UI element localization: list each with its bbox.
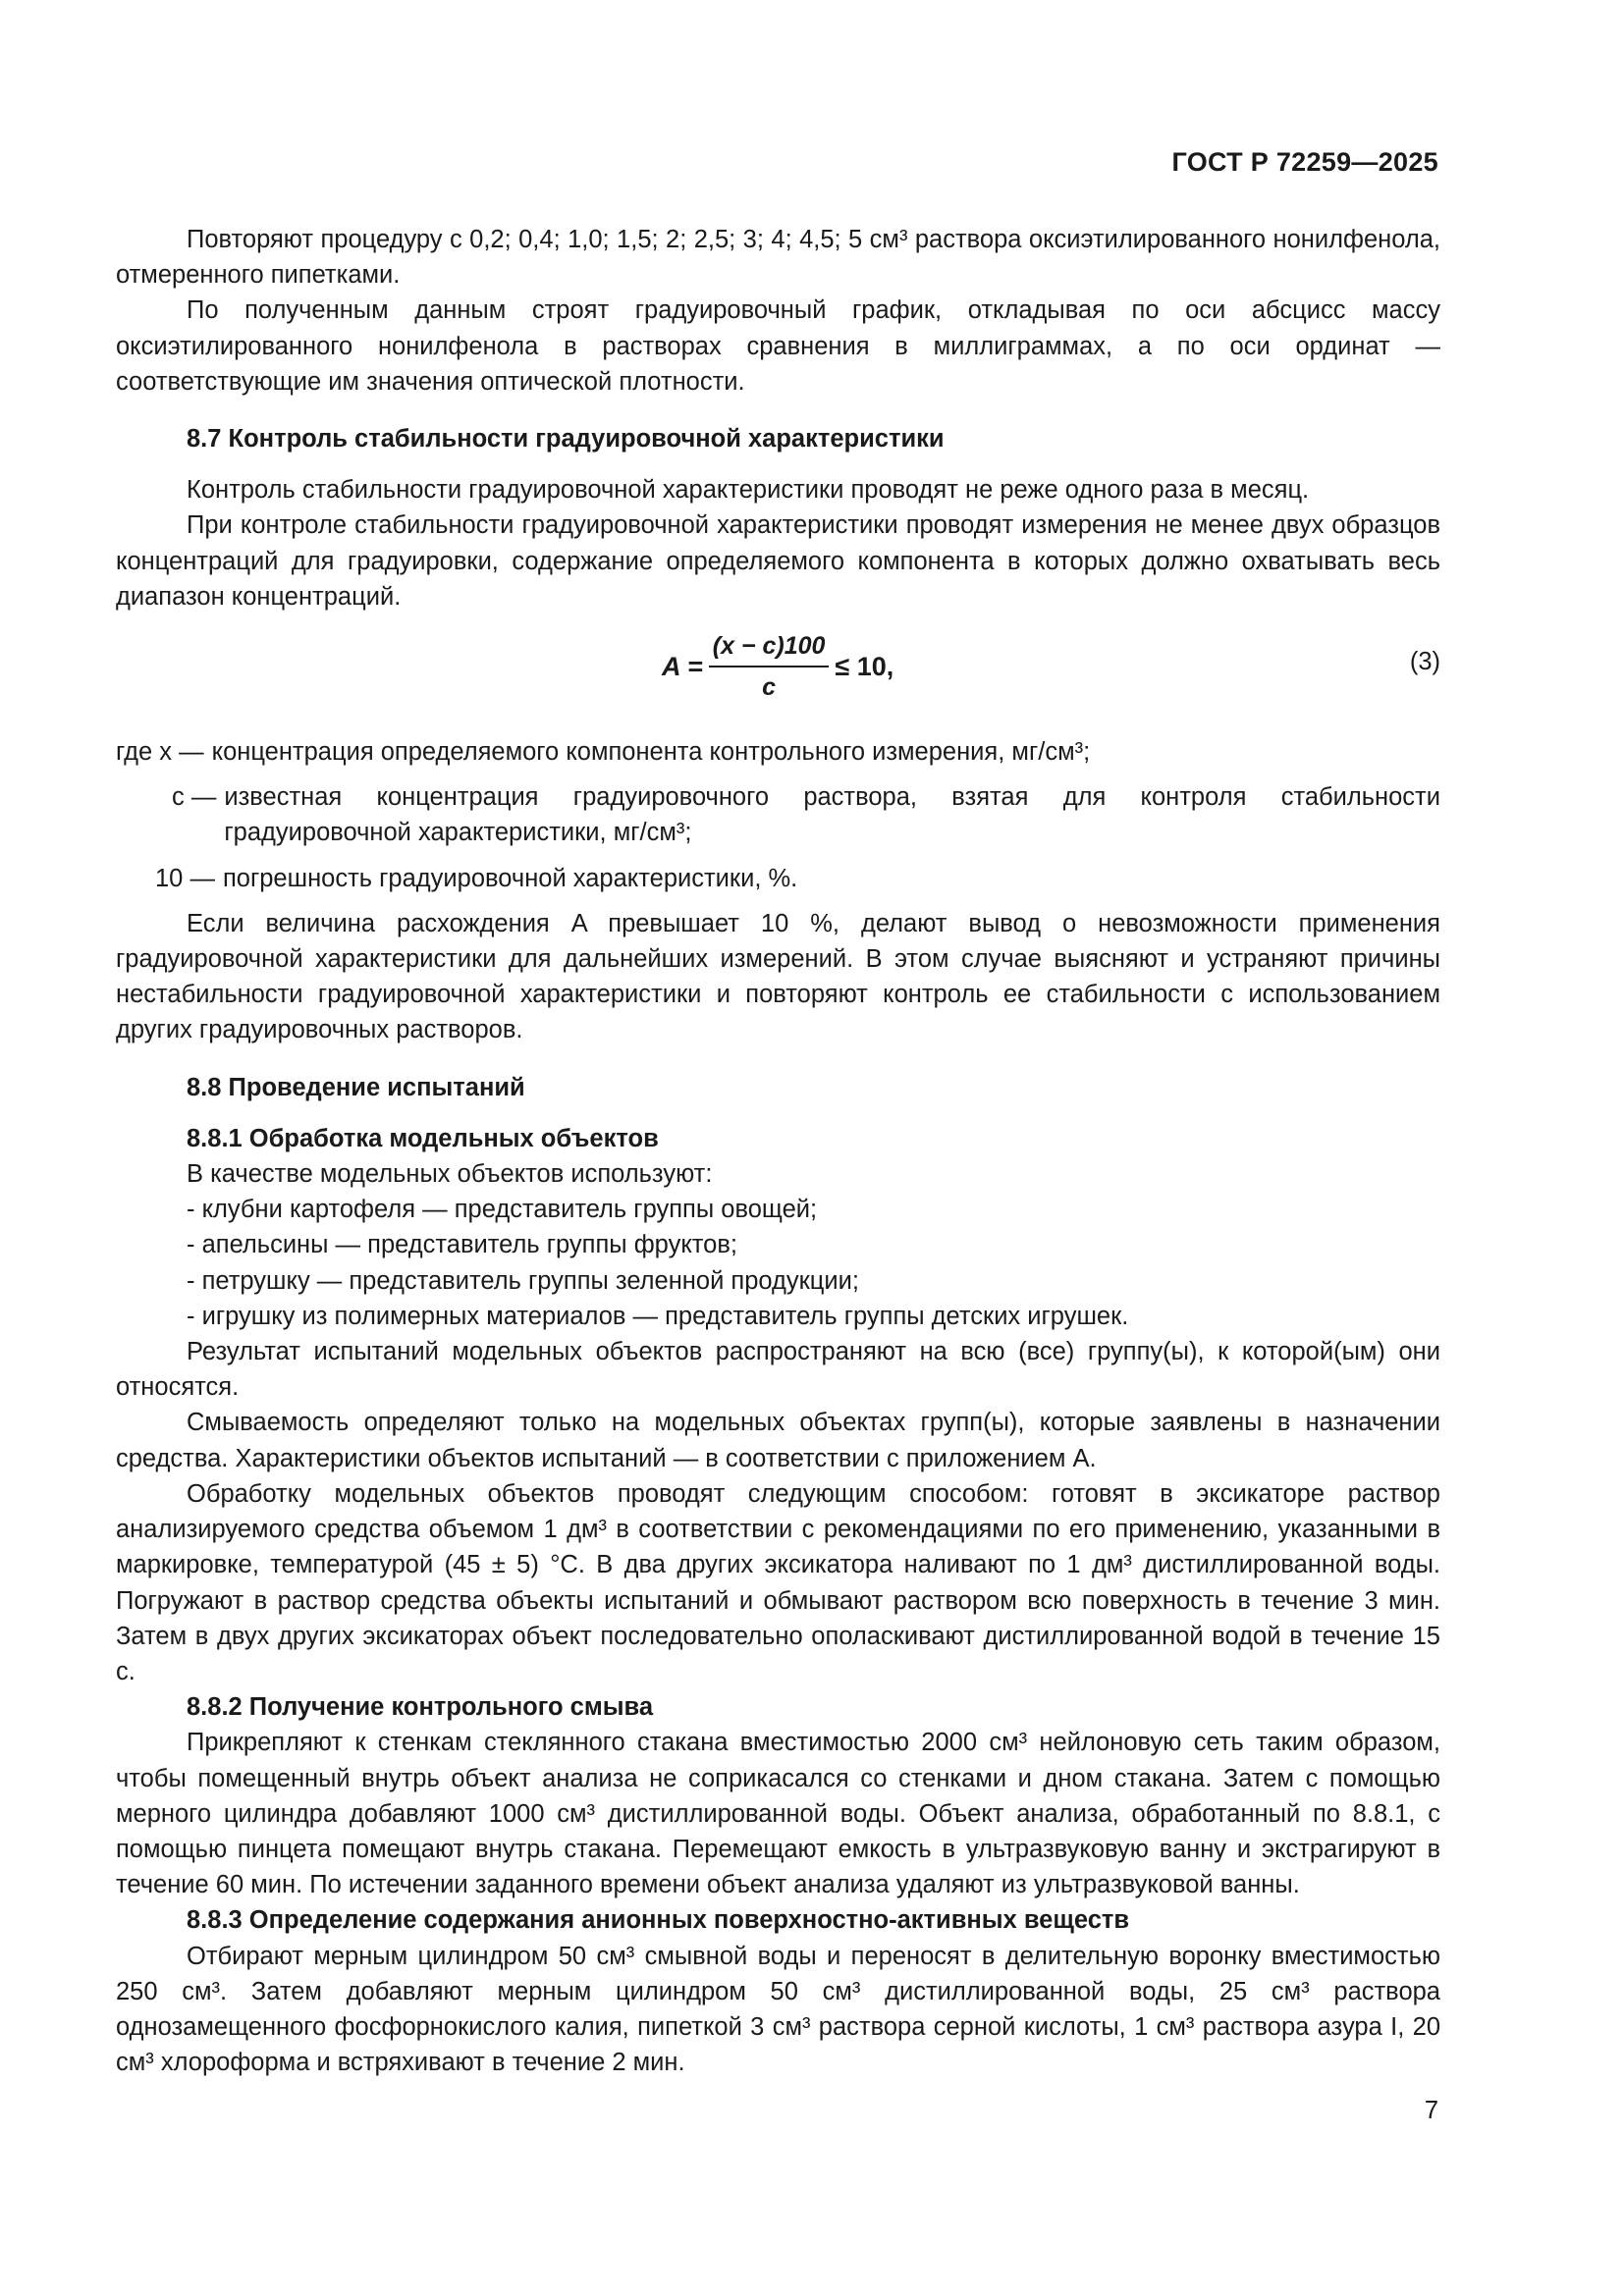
- section-heading-8-8-1: 8.8.1 Обработка модельных объектов: [187, 1124, 659, 1152]
- formula-fraction: [709, 628, 830, 705]
- section-heading-8-8-2: 8.8.2 Получение контрольного смыва: [187, 1693, 653, 1722]
- paragraph: Прикрепляют к стенкам стеклянного стакана вместимостью 2000 см³ нейлоновую сеть таким образом, чтобы помещенный внутрь объект анализа не соприкасался со стенками и дном стакана. Затем с помощью мерного цилиндра добавляют 1000 см³ дистиллированной воды. Объект анализа, обработанный по 8.8.1, с помощью пинцета помещают внутрь стакана. Перемещают емкость в ультразвуковую ванну и экстрагируют в течение 60 мин. По истечении заданного времени объект анализа удаляют из ультразвуковой ванны.: [116, 1729, 1440, 1899]
- where-text: концентрация определяемого компонента контрольного измерения, мг/см³;: [211, 738, 1091, 767]
- formula-numerator: (x − c)100: [709, 628, 830, 667]
- paragraph: При контроле стабильности градуировочной характеристики проводят измерения не менее двух образцов концентраций для градуировки, содержание определяемого компонента в которых должно охватывать весь диапазон концентраций.: [116, 511, 1440, 611]
- formula-denominator: c: [762, 673, 777, 702]
- paragraph: Отбирают мерным цилиндром 50 см³ смывной воды и переносят в делительную воронку вместимостью 250 см³. Затем добавляют мерным цилиндром 50 см³ дистиллированной воды, 25 см³ раствора однозамещенного фосфорнокислого калия, пипеткой 3 см³ раствора серной кислоты, 1 см³ раствора азура I, 20 см³ хлороформа и встряхивают в течение 2 мин.: [116, 1942, 1440, 2077]
- where-item: [116, 734, 1440, 770]
- paragraph: Повторяют процедуру с 0,2; 0,4; 1,0; 1,5; 2; 2,5; 3; 4; 4,5; 5 см³ раствора оксиэтилированного нонилфенола, отмеренного пипетками.: [116, 226, 1440, 290]
- paragraph: Обработку модельных объектов проводят следующим способом: готовят в эксикаторе раствор анализируемого средства объемом 1 дм³ в соответствии с рекомендациями по его применению, указанными в маркировке, температурой (45 ± 5) °С. В два других эксикатора наливают по 1 дм³ дистиллированной воды. Погружают в раствор средства объекты испытаний и обмывают раствором всю поверхность в течение 3 мин. Затем в двух других эксикаторах объект последовательно ополаскивают дистиллированной водой в течение 15 с.: [116, 1479, 1440, 1685]
- list-item: - апельсины — представитель группы фруктов;: [187, 1231, 737, 1259]
- section-heading-8-7: 8.7 Контроль стабильности градуировочной характеристики: [187, 425, 945, 454]
- section-heading-8-8-3: 8.8.3 Определение содержания анионных поверхностно-активных веществ: [187, 1906, 1130, 1935]
- paragraph: Если величина расхождения A превышает 10 %, делают вывод о невозможности применения градуировочной характеристики для дальнейших измерений. В этом случае выясняют и устраняют причины нестабильности градуировочной характеристики и повторяют контроль ее стабильности с использованием других градуировочных растворов.: [116, 909, 1440, 1044]
- paragraph: Контроль стабильности градуировочной характеристики проводят не реже одного раза в месяц.: [187, 476, 1310, 505]
- paragraph: По полученным данным строят градуировочный график, откладывая по оси абсцисс массу оксиэтилированного нонилфенола в растворах сравнения в миллиграммах, а по оси ординат — соответствующие им значения оптической плотности.: [116, 296, 1440, 396]
- page-number: 7: [1424, 2097, 1438, 2124]
- list-item: - клубни картофеля — представитель группы овощей;: [187, 1196, 818, 1224]
- equation-number: (3): [1409, 648, 1440, 676]
- formula-block: [116, 622, 1440, 717]
- formula: [662, 628, 893, 705]
- list-item: - петрушку — представитель группы зеленной продукции;: [187, 1266, 859, 1295]
- bullet-list: [116, 1192, 1440, 1334]
- where-item: [116, 861, 1440, 896]
- where-symbol: где x —: [116, 738, 204, 767]
- where-symbol: c —: [172, 783, 217, 812]
- where-symbol: 10 —: [155, 864, 215, 892]
- paragraph: В качестве модельных объектов используют:: [187, 1160, 713, 1189]
- where-text: погрешность градуировочной характеристики, %.: [222, 864, 798, 892]
- paragraph: Смываемость определяют только на модельных объектах групп(ы), которые заявлены в назначении средства. Характеристики объектов испытаний — в соответствии с приложением А.: [116, 1409, 1440, 1472]
- document-header-id: ГОСТ Р 72259—2025: [1171, 147, 1438, 177]
- paragraph: Результат испытаний модельных объектов распространяют на всю (все) группу(ы), к которой(ым) они относятся.: [116, 1338, 1440, 1402]
- section-heading-8-8: 8.8 Проведение испытаний: [187, 1073, 525, 1101]
- where-text: известная концентрация градуировочного раствора, взятая для контроля стабильности градуировочной характеристики, мг/см³;: [224, 783, 1440, 847]
- formula-lhs: A =: [662, 652, 703, 682]
- list-item: - игрушку из полимерных материалов — представитель группы детских игрушек.: [187, 1302, 1129, 1330]
- where-item: [116, 779, 1440, 850]
- formula-rhs: ≤ 10,: [835, 652, 894, 682]
- document-body: [116, 222, 1440, 2080]
